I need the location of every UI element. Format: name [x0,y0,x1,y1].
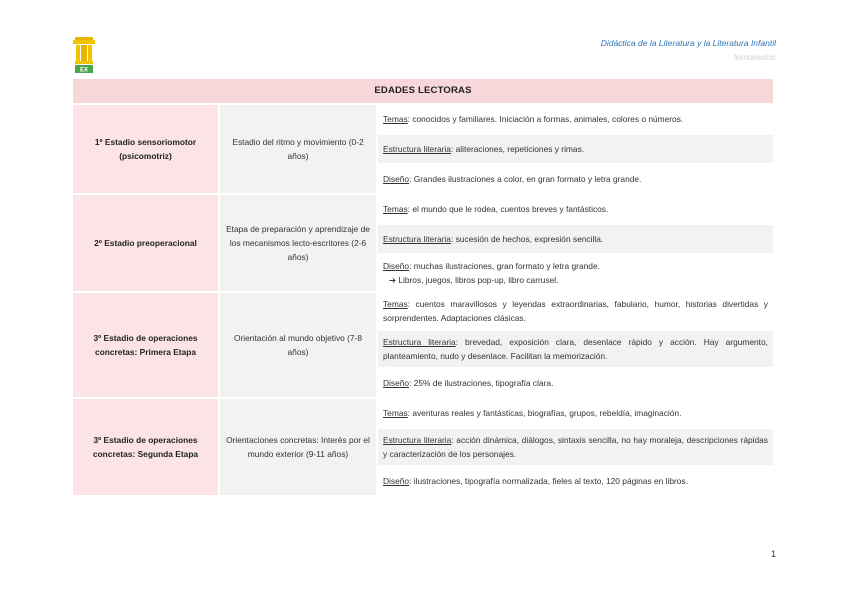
table-row [73,399,773,429]
diseno-extra: ➔ Libros, juegos, libros pop-up, libro carrusel. [389,275,559,285]
stage-name: 3º Estadio de operaciones concretas: Segunda Etapa [73,399,220,497]
reading-ages-table [73,79,773,497]
table-title: EDADES LECTORAS [73,79,773,105]
stage-diseno [378,255,773,293]
diseno-text: : ilustraciones, tipografía normalizada, fieles al texto, 120 páginas en libros. [409,476,688,486]
stage-estructura [378,225,773,255]
table-row [73,195,773,225]
stage-temas [378,293,773,331]
university-logo [73,37,95,73]
stage-name: 1º Estadio sensoriomotor (psicomotriz) [73,105,220,195]
temas-label: Temas [383,114,408,124]
stage-estructura [378,331,773,369]
temas-text: : conocidos y familiares. Iniciación a formas, animales, colores o números. [407,114,684,124]
estructura-label: Estructura literaria [383,144,451,154]
estructura-label: Estructura literaria [383,435,452,445]
stage-name: 2º Estadio preoperacional [73,195,220,293]
stage-estructura [378,429,773,467]
estructura-text: : sucesión de hechos, expresión sencilla. [450,234,604,244]
diseno-text: : Grandes ilustraciones a color, en gran formato y letra grande. [409,174,642,184]
table-row [73,293,773,331]
temas-text: : cuentos maravillosos y leyendas extraordinarias, fabulario, humor, historias divertidas y sorprendentes. Adaptaciones clásicas. [383,299,768,323]
stage-estructura [378,135,773,165]
temas-label: Temas [383,408,408,418]
document-title: Didáctica de la Literatura y la Literatura Infantil [600,38,776,48]
table-row [73,105,773,135]
stage-diseno [378,165,773,195]
diseno-label: Diseño [383,261,410,271]
document-author: fernoneduc [733,52,776,62]
diseno-label: Diseño [383,476,410,486]
estructura-text: : brevedad, exposición clara, desenlace rápido y acción. Hay argumento, planteamiento, nudo y desenlace. Facilitan la memorización. [383,337,768,361]
estructura-text: : acción dinámica, diálogos, sintaxis sencilla, no hay moraleja, descripciones rápidas y caracterización de los personajes. [383,435,768,459]
stage-temas [378,105,773,135]
stage-period: Estadio del ritmo y movimiento (0-2 años) [220,105,378,195]
estructura-label: Estructura literaria [383,234,451,244]
estructura-text: : aliteraciones, repeticiones y rimas. [450,144,585,154]
table-title-row [73,79,773,105]
temas-label: Temas [383,299,408,309]
diseno-label: Diseño [383,378,410,388]
stage-temas [378,399,773,429]
stage-name: 3º Estadio de operaciones concretas: Primera Etapa [73,293,220,399]
temas-text: : aventuras reales y fantásticas, biografías, grupos, rebeldía, imaginación. [407,408,682,418]
temas-text: : el mundo que le rodea, cuentos breves y fantásticos. [407,204,609,214]
estructura-label: Estructura literaria [383,337,456,347]
diseno-text: : muchas ilustraciones, gran formato y letra grande. [409,261,600,271]
stage-diseno [378,369,773,399]
diseno-text: : 25% de ilustraciones, tipografía clara. [409,378,554,388]
stage-temas [378,195,773,225]
diseno-label: Diseño [383,174,410,184]
stage-period: Etapa de preparación y aprendizaje de los mecanismos lecto-escritores (2-6 años) [220,195,378,293]
stage-diseno [378,467,773,497]
svg-text:EX: EX [79,67,89,73]
temas-label: Temas [383,204,408,214]
page-number: 1 [770,549,776,559]
stage-period: Orientaciones concretas: Interés por el mundo exterior (9-11 años) [220,399,378,497]
stage-period: Orientación al mundo objetivo (7-8 años) [220,293,378,399]
